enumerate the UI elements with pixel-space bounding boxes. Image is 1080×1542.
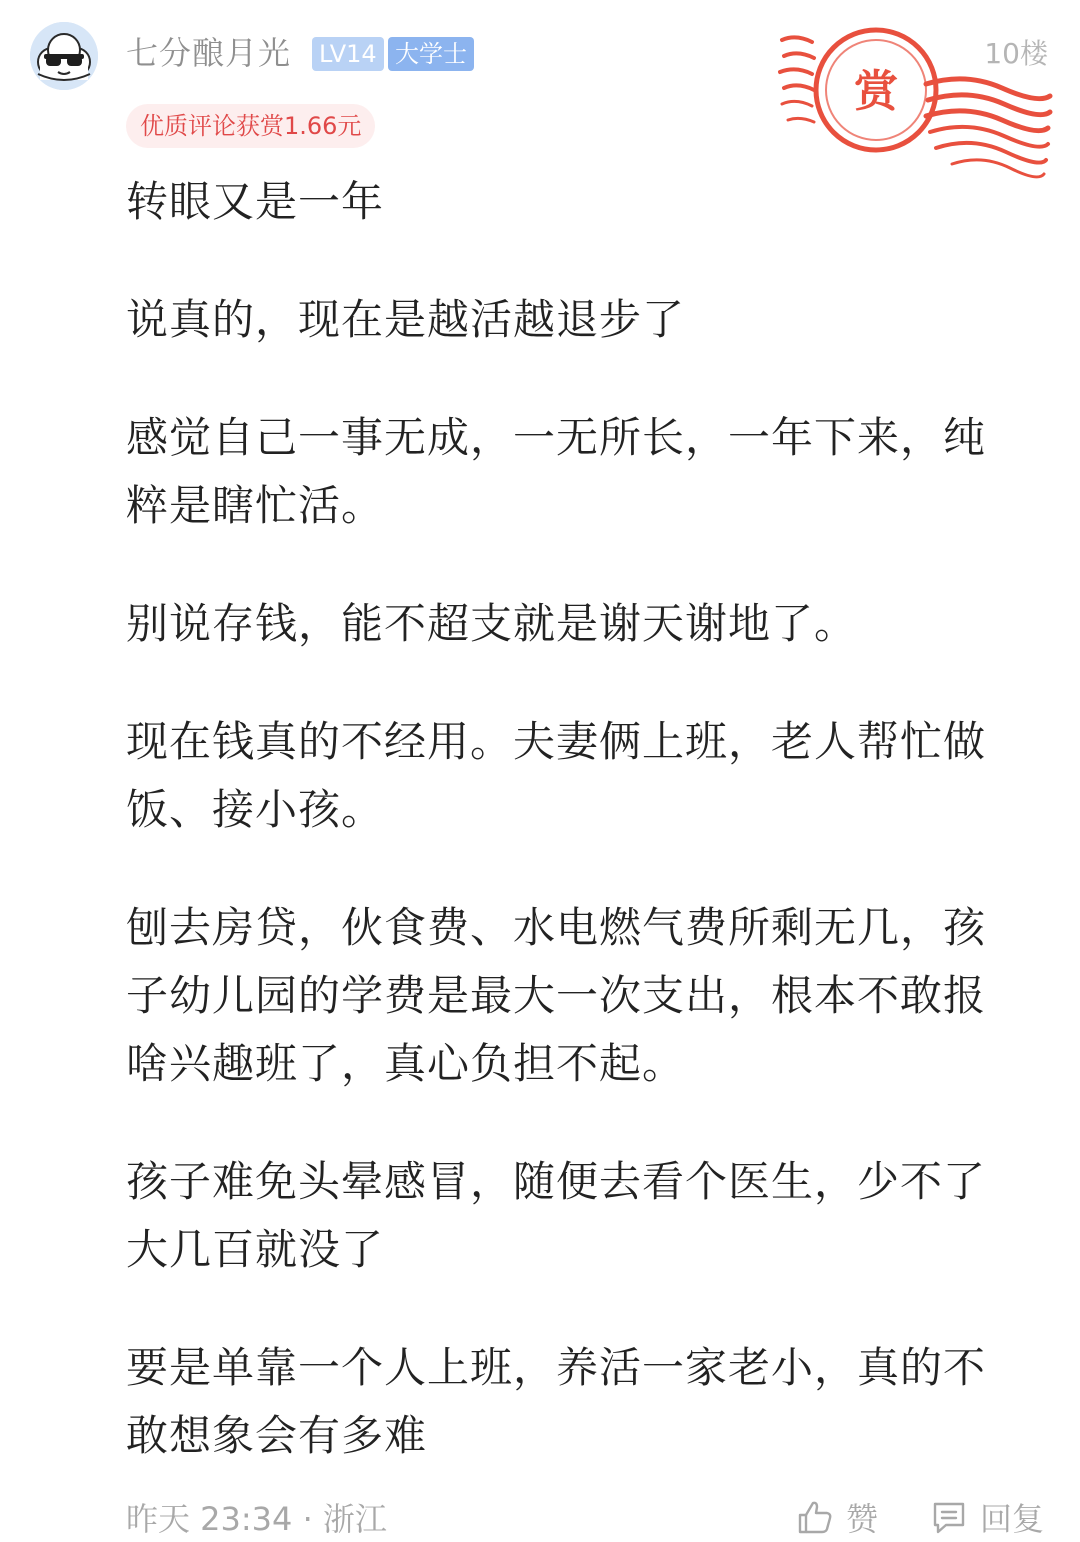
paragraph: 要是单靠一个人上班，养活一家老小，真的不敢想象会有多难: [126, 1343, 987, 1460]
username[interactable]: 七分酿月光: [126, 34, 292, 72]
cloud-sunglasses-avatar-icon: [30, 22, 98, 90]
paragraph: 说真的，现在是越活越退步了: [126, 295, 686, 344]
paragraph: 现在钱真的不经用。夫妻俩上班，老人帮忙做饭、接小孩。: [126, 717, 987, 834]
level-badge: LV14: [312, 37, 384, 71]
comment-content: [126, 168, 1006, 1520]
comment-icon: [930, 1498, 968, 1536]
thumbs-up-icon: [796, 1498, 834, 1536]
reward-stamp-icon: [776, 20, 1056, 182]
stamp-text: 赏: [854, 66, 898, 117]
paragraph: 感觉自己一事无成，一无所长，一年下来，纯粹是瞎忙活。: [126, 413, 987, 530]
like-label: 赞: [846, 1500, 879, 1538]
reward-tag[interactable]: 优质评论获赏1.66元: [126, 104, 375, 148]
like-button[interactable]: [796, 1494, 878, 1540]
title-badge: 大学士: [388, 37, 474, 71]
paragraph: 孩子难免头晕感冒，随便去看个医生，少不了大几百就没了: [126, 1157, 987, 1274]
paragraph: 别说存钱，能不超支就是谢天谢地了。: [126, 599, 858, 648]
reply-button[interactable]: [930, 1494, 1044, 1540]
post-meta: 昨天 23:34 · 浙江: [126, 1500, 387, 1538]
avatar[interactable]: [30, 22, 98, 90]
paragraph: 刨去房贷，伙食费、水电燃气费所剩无几，孩子幼儿园的学费是最大一次支出，根本不敢报啥兴趣班了，真心负担不起。: [126, 903, 987, 1088]
paragraph: 转眼又是一年: [126, 177, 385, 226]
floor-number: 10楼: [984, 37, 1048, 70]
reply-label: 回复: [980, 1500, 1045, 1538]
